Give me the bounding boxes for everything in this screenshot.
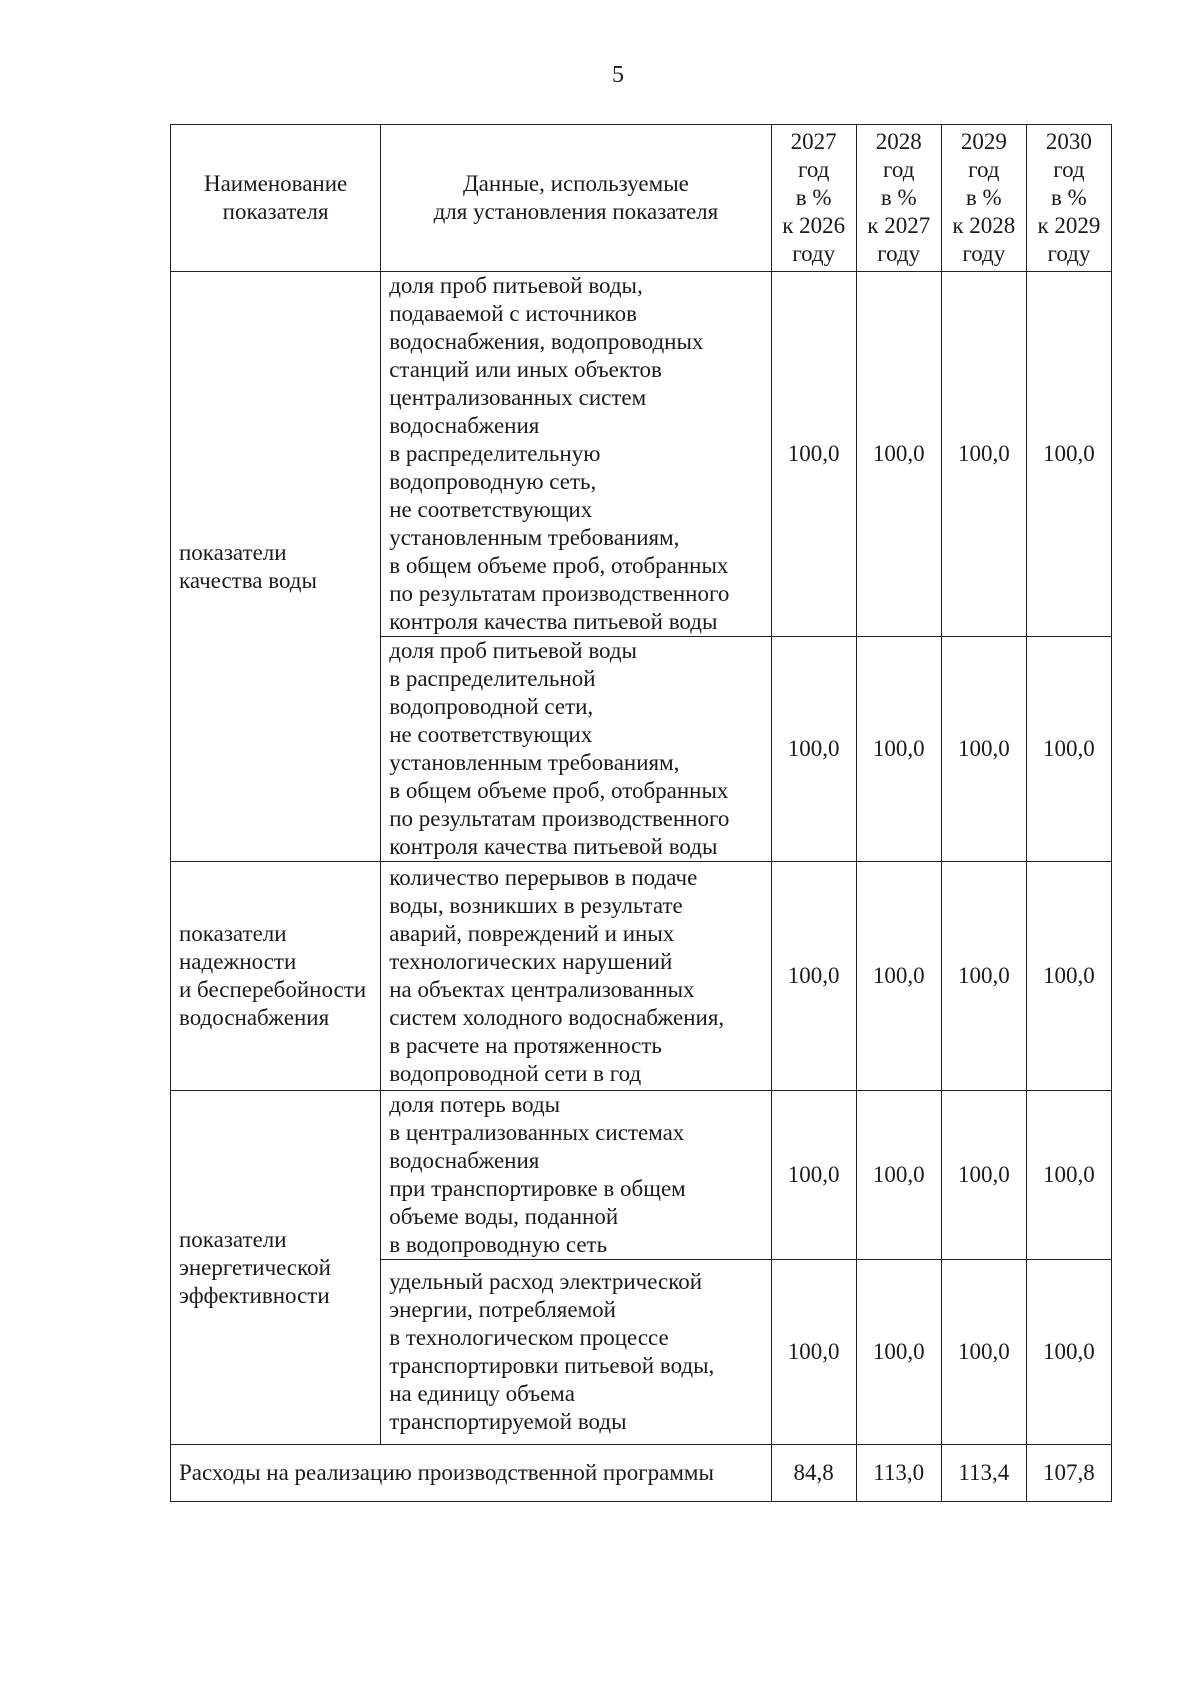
year-line: в % xyxy=(965,185,1002,210)
category-line: показатели xyxy=(179,1226,287,1252)
metric-line: на единицу объема xyxy=(389,1381,575,1406)
metric-line: объеме воды, поданной xyxy=(389,1204,619,1229)
metric-line: систем холодного водоснабжения, xyxy=(389,1005,725,1030)
header-year-2027 xyxy=(771,125,856,272)
metric-line: при транспортировке в общем xyxy=(389,1176,686,1201)
year-line: году xyxy=(962,241,1006,266)
metric-line: в распределительную xyxy=(389,441,601,466)
metric-line: в общем объеме проб, отобранных xyxy=(389,778,729,803)
value-2028: 100,0 xyxy=(856,1260,941,1445)
metric-line: в технологическом процессе xyxy=(389,1325,669,1350)
header-year-2030 xyxy=(1026,125,1111,272)
value-2029: 100,0 xyxy=(941,1260,1026,1445)
metric-line: подаваемой с источников xyxy=(389,301,638,326)
table-total-row xyxy=(171,1445,1112,1502)
year-line: год xyxy=(968,157,1000,182)
value-2028: 100,0 xyxy=(856,1091,941,1260)
metric-line: в расчете на протяженность xyxy=(389,1033,662,1058)
total-value-2028: 113,0 xyxy=(856,1445,941,1502)
metric-line: контроля качества питьевой воды xyxy=(389,609,718,634)
metric-description xyxy=(381,862,771,1091)
metric-line: контроля качества питьевой воды xyxy=(389,834,718,859)
metric-line: водоснабжения xyxy=(389,1148,540,1173)
metric-line: транспортировки питьевой воды, xyxy=(389,1353,715,1378)
total-value-2029: 113,4 xyxy=(941,1445,1026,1502)
metric-line: установленным требованиям, xyxy=(389,525,680,550)
category-line: качества воды xyxy=(179,567,317,593)
category-line: эффективности xyxy=(179,1282,330,1308)
category-energy-efficiency xyxy=(171,1091,381,1445)
metric-line: водопроводную сеть, xyxy=(389,469,597,494)
year-line: год xyxy=(1053,157,1085,182)
year-line: в % xyxy=(880,185,917,210)
year-line: к 2026 xyxy=(782,213,846,238)
metric-line: в распределительной xyxy=(389,666,596,691)
metric-line: на объектах централизованных xyxy=(389,977,695,1002)
metric-line: количество перерывов в подаче xyxy=(389,865,698,890)
metric-line: доля проб питьевой воды xyxy=(389,638,638,663)
year-line: к 2027 xyxy=(867,213,931,238)
header-year-2028 xyxy=(856,125,941,272)
table-header-row xyxy=(171,125,1112,272)
metric-description xyxy=(381,1260,771,1445)
metric-line: по результатам производственного xyxy=(389,806,730,831)
year-line: 2030 xyxy=(1045,129,1092,154)
metric-line: энергии, потребляемой xyxy=(389,1297,616,1322)
header-data-line: для установления показателя xyxy=(433,199,719,224)
metric-line: водопроводной сети, xyxy=(389,694,594,719)
metric-line: не соответствующих xyxy=(389,722,593,747)
value-2029: 100,0 xyxy=(941,1091,1026,1260)
metric-description xyxy=(381,272,771,637)
metric-line: станций или иных объектов xyxy=(389,357,662,382)
value-2027: 100,0 xyxy=(771,1091,856,1260)
metric-line: доля проб питьевой воды, xyxy=(389,273,643,298)
total-value-2027: 84,8 xyxy=(771,1445,856,1502)
year-line: к 2029 xyxy=(1037,213,1101,238)
year-line: 2029 xyxy=(960,129,1007,154)
value-2027: 100,0 xyxy=(771,637,856,862)
value-2029: 100,0 xyxy=(941,862,1026,1091)
year-line: к 2028 xyxy=(952,213,1016,238)
metric-line: водоснабжения, водопроводных xyxy=(389,329,704,354)
value-2028: 100,0 xyxy=(856,272,941,637)
value-2030: 100,0 xyxy=(1026,1091,1111,1260)
header-data-used xyxy=(381,125,771,272)
category-reliability xyxy=(171,862,381,1091)
year-line: год xyxy=(883,157,915,182)
value-2030: 100,0 xyxy=(1026,637,1111,862)
metric-line: воды, возникших в результате xyxy=(389,893,683,918)
value-2029: 100,0 xyxy=(941,272,1026,637)
category-line: надежности xyxy=(179,949,297,974)
metric-line: в водопроводную сеть xyxy=(389,1232,608,1257)
metric-line: водопроводной сети в год xyxy=(389,1061,642,1086)
total-label: Расходы на реализацию производственной программы xyxy=(171,1445,772,1502)
table-row xyxy=(171,272,1112,637)
table-row xyxy=(171,862,1112,1091)
value-2027: 100,0 xyxy=(771,272,856,637)
metric-line: в общем объеме проб, отобранных xyxy=(389,553,729,578)
year-line: в % xyxy=(1051,185,1087,210)
metric-line: водоснабжения xyxy=(389,413,540,438)
category-line: энергетической xyxy=(179,1254,331,1280)
metric-line: в централизованных системах xyxy=(389,1120,685,1145)
value-2027: 100,0 xyxy=(771,862,856,1091)
value-2028: 100,0 xyxy=(856,862,941,1091)
category-line: показатели xyxy=(179,539,287,565)
year-line: 2027 xyxy=(790,129,837,154)
metric-line: централизованных систем xyxy=(389,385,647,410)
category-line: и бесперебойности xyxy=(179,977,367,1002)
header-data-line: Данные, используемые xyxy=(462,171,689,196)
header-year-2029 xyxy=(941,125,1026,272)
year-line: году xyxy=(1047,241,1091,266)
value-2027: 100,0 xyxy=(771,1260,856,1445)
metric-line: транспортируемой воды xyxy=(389,1409,627,1434)
metric-line: по результатам производственного xyxy=(389,581,730,606)
indicators-table xyxy=(170,124,1112,1502)
metric-description xyxy=(381,1091,771,1260)
page-number: 5 xyxy=(612,62,624,88)
category-line: показатели xyxy=(179,921,287,946)
value-2030: 100,0 xyxy=(1026,1260,1111,1445)
table-row xyxy=(171,1091,1112,1260)
header-indicator-name xyxy=(171,125,381,272)
metric-line: установленным требованиям, xyxy=(389,750,680,775)
metric-description xyxy=(381,637,771,862)
value-2030: 100,0 xyxy=(1026,272,1111,637)
metric-line: удельный расход электрической xyxy=(389,1269,703,1294)
metric-line: аварий, повреждений и иных xyxy=(389,921,675,946)
year-line: году xyxy=(792,241,836,266)
metric-line: не соответствующих xyxy=(389,497,593,522)
value-2030: 100,0 xyxy=(1026,862,1111,1091)
year-line: году xyxy=(877,241,921,266)
total-value-2030: 107,8 xyxy=(1026,1445,1111,1502)
category-line: водоснабжения xyxy=(179,1005,330,1030)
value-2029: 100,0 xyxy=(941,637,1026,862)
metric-line: доля потерь воды xyxy=(389,1092,561,1117)
value-2028: 100,0 xyxy=(856,637,941,862)
header-name-line: показателя xyxy=(222,199,329,224)
year-line: год xyxy=(797,157,830,182)
header-name-line: Наименование xyxy=(203,171,348,196)
year-line: в % xyxy=(795,185,832,210)
metric-line: технологических нарушений xyxy=(389,949,673,974)
category-water-quality xyxy=(171,272,381,862)
year-line: 2028 xyxy=(875,129,922,154)
